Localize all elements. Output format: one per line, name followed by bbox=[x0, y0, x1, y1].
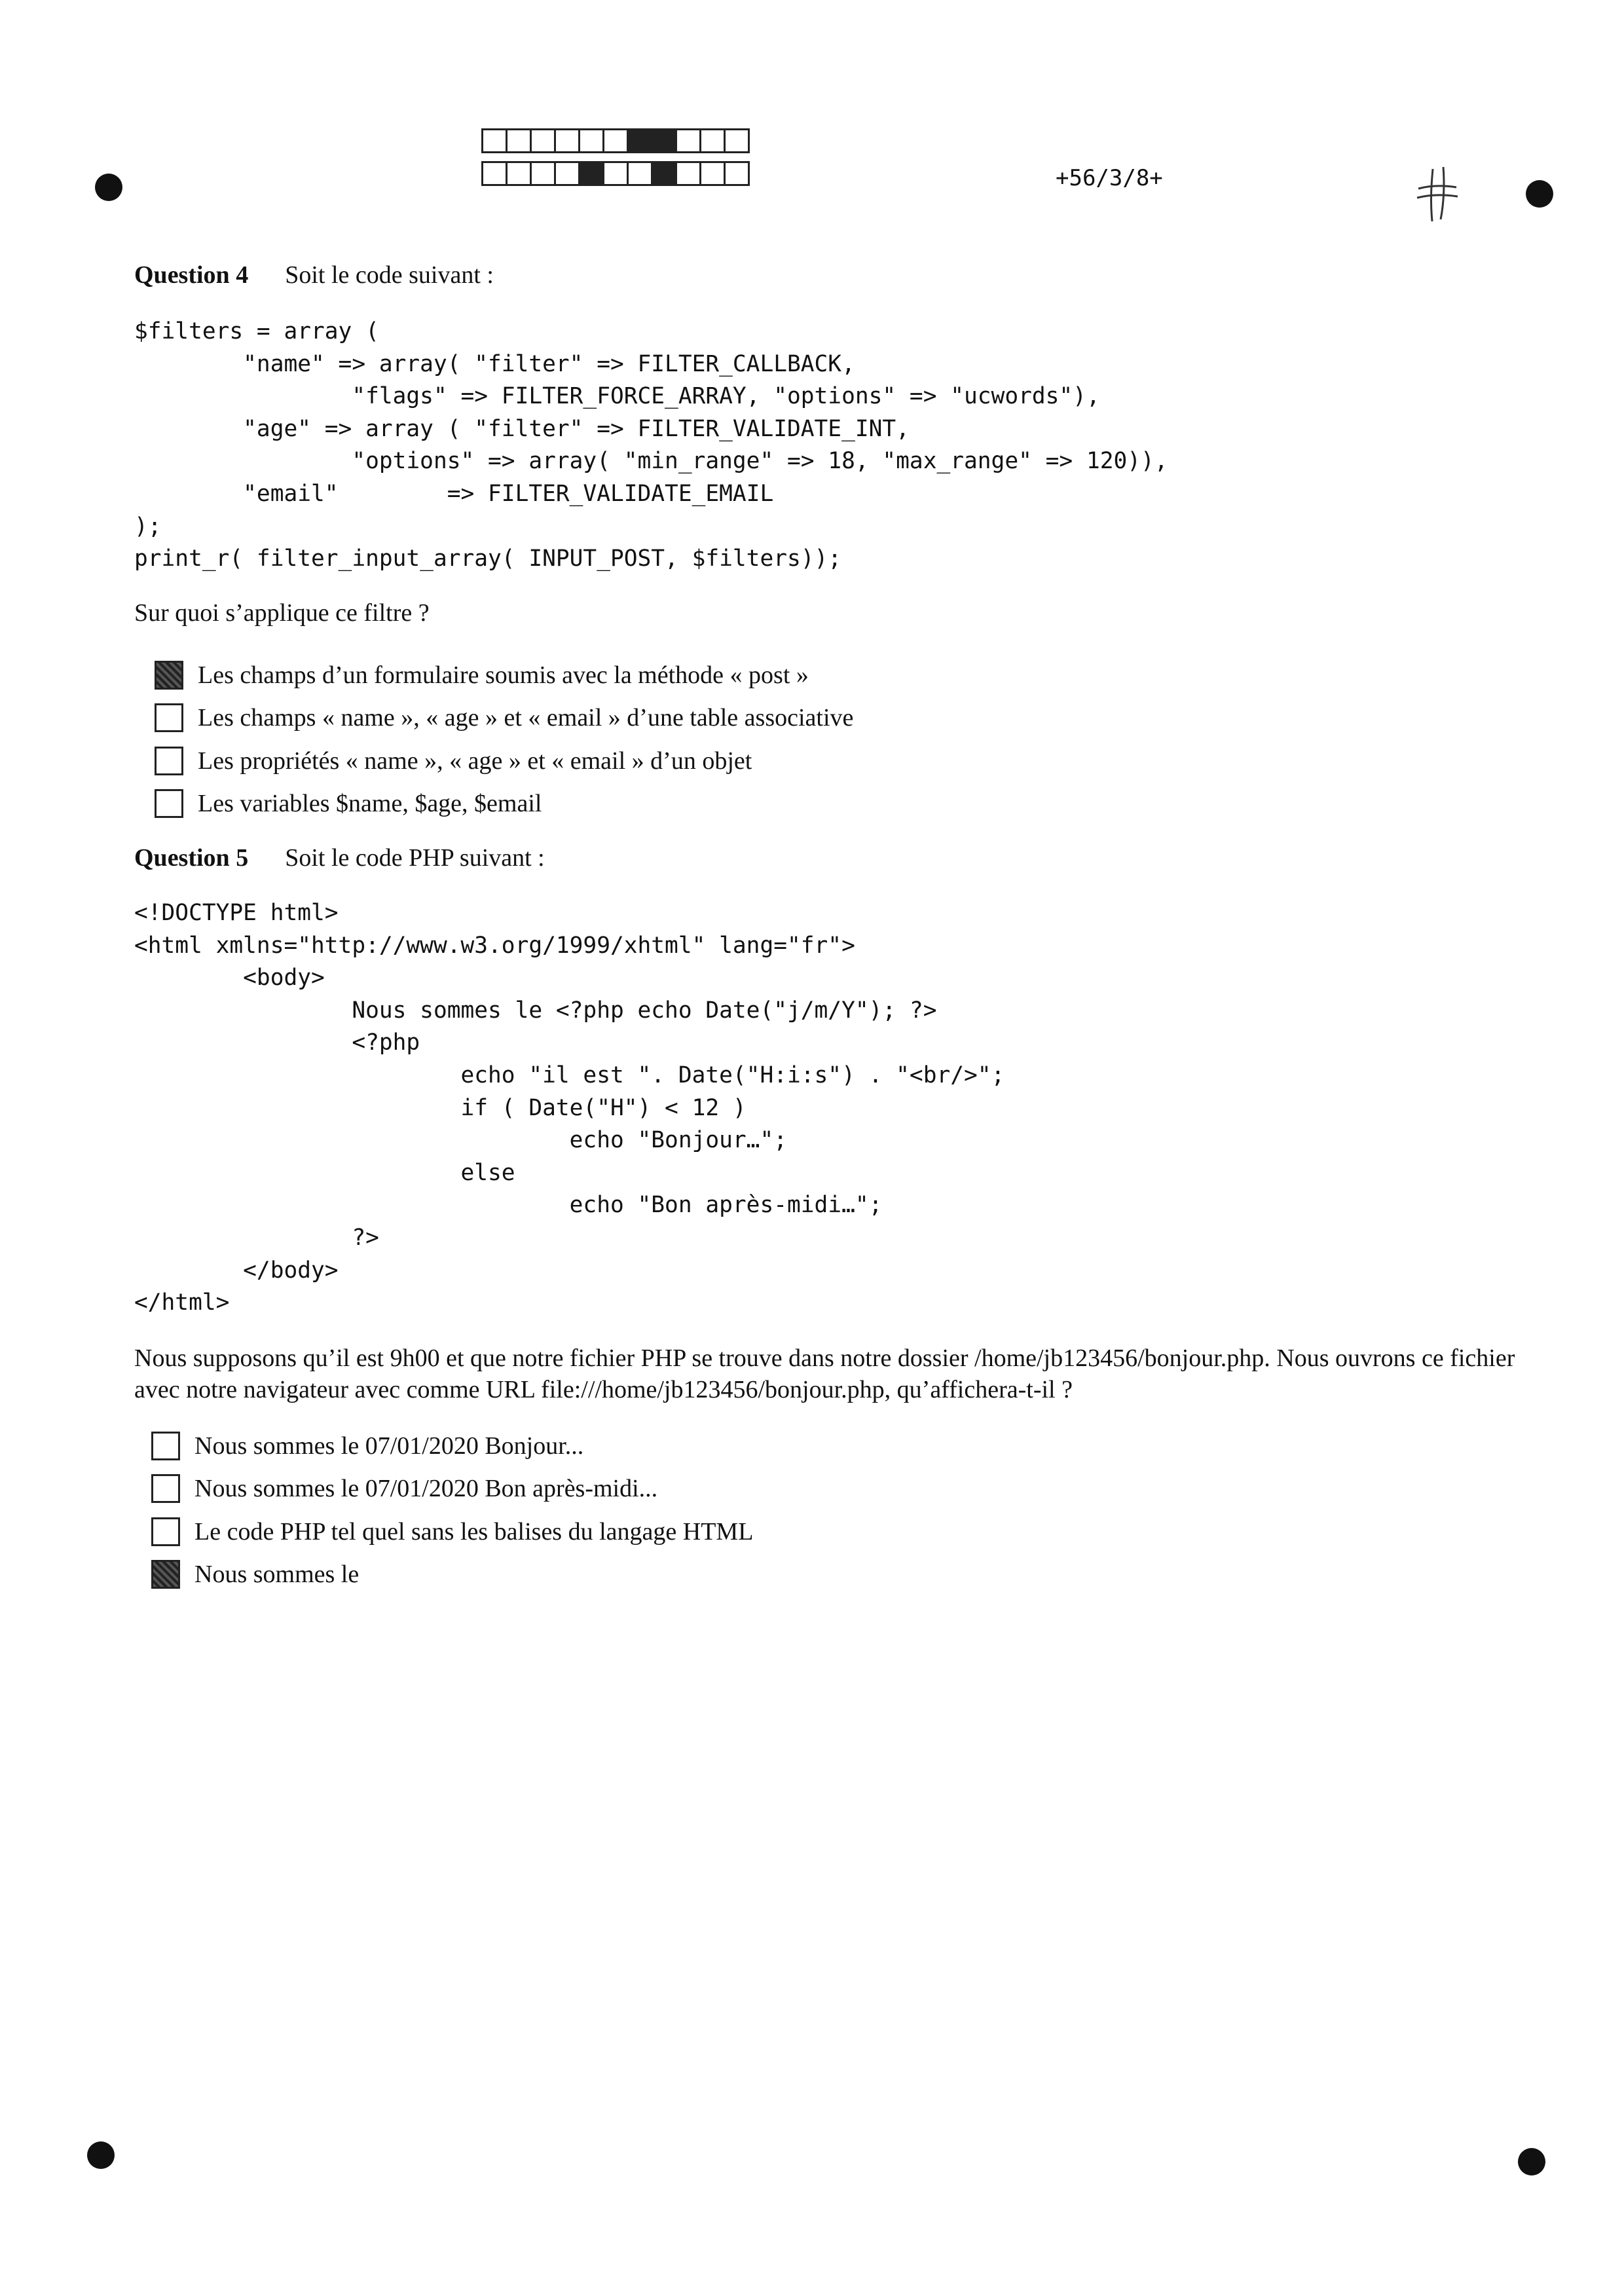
code-block bbox=[134, 316, 1168, 576]
question-prompt: Sur quoi s’applique ce filtre ? bbox=[134, 599, 430, 627]
code-line: "email" => FILTER_VALIDATE_EMAIL bbox=[134, 480, 774, 507]
code-line: ?> bbox=[134, 1224, 379, 1251]
grid-cell-empty bbox=[629, 161, 653, 186]
answer-label: Nous sommes le 07/01/2020 Bon après-midi... bbox=[194, 1475, 658, 1503]
corner-registration-mark bbox=[87, 2141, 115, 2169]
code-line: <html xmlns="http://www.w3.org/1999/xhtml" lang="fr"> bbox=[134, 932, 855, 959]
grid-cell-empty bbox=[701, 161, 726, 186]
answer-option bbox=[151, 1468, 753, 1511]
grid-cell-empty bbox=[507, 161, 532, 186]
answer-option bbox=[151, 1510, 753, 1553]
checkbox-empty[interactable] bbox=[151, 1432, 180, 1460]
grid-cell-empty bbox=[556, 128, 580, 153]
grid-cell-filled bbox=[653, 128, 677, 153]
grid-cell-empty bbox=[726, 128, 750, 153]
corner-registration-mark bbox=[1526, 180, 1553, 208]
answer-option bbox=[155, 697, 853, 740]
code-line: </html> bbox=[134, 1289, 230, 1316]
grid-cell-filled bbox=[653, 161, 677, 186]
code-line: "name" => array( "filter" => FILTER_CALLBACK, bbox=[134, 350, 855, 377]
answer-option bbox=[155, 739, 853, 783]
student-id-grid-row bbox=[481, 161, 750, 186]
handwritten-initials-mark bbox=[1414, 164, 1460, 226]
grid-cell-empty bbox=[532, 161, 556, 186]
answer-label: Les propriétés « name », « age » et « email » d’un objet bbox=[198, 747, 752, 775]
code-line: $filters = array ( bbox=[134, 318, 379, 344]
grid-cell-filled bbox=[629, 128, 653, 153]
answer-option bbox=[155, 654, 853, 697]
grid-cell-empty bbox=[701, 128, 726, 153]
corner-registration-mark bbox=[1518, 2148, 1545, 2176]
grid-cell-empty bbox=[532, 128, 556, 153]
code-line: "flags" => FILTER_FORCE_ARRAY, "options" => "ucwords"), bbox=[134, 383, 1100, 410]
grid-cell-empty bbox=[677, 128, 701, 153]
answer-list bbox=[151, 1424, 753, 1596]
answer-label: Le code PHP tel quel sans les balises du langage HTML bbox=[194, 1517, 754, 1546]
code-line: <?php bbox=[134, 1029, 420, 1056]
checkbox-empty[interactable] bbox=[151, 1474, 180, 1503]
code-line: else bbox=[134, 1159, 515, 1186]
checkbox-empty[interactable] bbox=[151, 1517, 180, 1546]
student-id-grid-row bbox=[481, 128, 750, 153]
checkbox-checked[interactable] bbox=[151, 1560, 180, 1589]
code-line: <body> bbox=[134, 965, 325, 991]
grid-cell-empty bbox=[726, 161, 750, 186]
grid-cell-empty bbox=[507, 128, 532, 153]
code-line: echo "il est ". Date("H:i:s") . "<br/>"; bbox=[134, 1062, 1005, 1088]
grid-cell-empty bbox=[483, 161, 507, 186]
question-number: Question 5 bbox=[134, 844, 249, 872]
answer-option bbox=[151, 1424, 753, 1468]
answer-list bbox=[155, 654, 853, 825]
code-line: if ( Date("H") < 12 ) bbox=[134, 1094, 747, 1121]
question-prompt: Nous supposons qu’il est 9h00 et que notre fichier PHP se trouve dans notre dossier /home/jb123456/bonjour.php. Nous ouvrons ce fichier avec notre navigateur avec comme URL file:///home/jb123456/bonjour.php, qu’affichera-t-il ? bbox=[134, 1344, 1515, 1403]
answer-label: Les champs « name », « age » et « email » d’une table associative bbox=[198, 704, 854, 732]
code-line: ); bbox=[134, 513, 162, 540]
answer-label: Les champs d’un formulaire soumis avec la méthode « post » bbox=[198, 661, 809, 689]
code-line: "options" => array( "min_range" => 18, "max_range" => 120)), bbox=[134, 448, 1168, 475]
question-number: Question 4 bbox=[134, 261, 249, 289]
answer-label: Nous sommes le bbox=[194, 1561, 360, 1589]
grid-cell-filled bbox=[580, 161, 604, 186]
question-intro: Soit le code PHP suivant : bbox=[285, 844, 545, 872]
question-5-heading bbox=[134, 843, 545, 872]
code-line: echo "Bonjour…"; bbox=[134, 1127, 787, 1154]
answer-option bbox=[151, 1553, 753, 1597]
code-line: "age" => array ( "filter" => FILTER_VALIDATE_INT, bbox=[134, 415, 910, 442]
code-line: <!DOCTYPE html> bbox=[134, 900, 339, 926]
answer-label: Les variables $name, $age, $email bbox=[198, 790, 542, 818]
corner-registration-mark bbox=[95, 174, 122, 201]
checkbox-empty[interactable] bbox=[155, 789, 183, 818]
grid-cell-empty bbox=[677, 161, 701, 186]
grid-cell-empty bbox=[604, 161, 629, 186]
answer-option bbox=[155, 783, 853, 826]
question-4-heading bbox=[134, 261, 494, 289]
grid-cell-empty bbox=[556, 161, 580, 186]
page-code: +56/3/8+ bbox=[1056, 165, 1163, 191]
code-line: echo "Bon après-midi…"; bbox=[134, 1192, 883, 1219]
code-line: Nous sommes le <?php echo Date("j/m/Y"); ?> bbox=[134, 997, 937, 1024]
code-block bbox=[134, 897, 1005, 1320]
grid-cell-empty bbox=[483, 128, 507, 153]
code-line: print_r( filter_input_array( INPUT_POST, $filters)); bbox=[134, 546, 842, 572]
checkbox-checked[interactable] bbox=[155, 661, 183, 690]
grid-cell-empty bbox=[604, 128, 629, 153]
checkbox-empty[interactable] bbox=[155, 703, 183, 732]
grid-cell-empty bbox=[580, 128, 604, 153]
checkbox-empty[interactable] bbox=[155, 747, 183, 775]
question-intro: Soit le code suivant : bbox=[285, 261, 494, 289]
answer-label: Nous sommes le 07/01/2020 Bonjour... bbox=[194, 1432, 584, 1460]
code-line: </body> bbox=[134, 1257, 339, 1284]
